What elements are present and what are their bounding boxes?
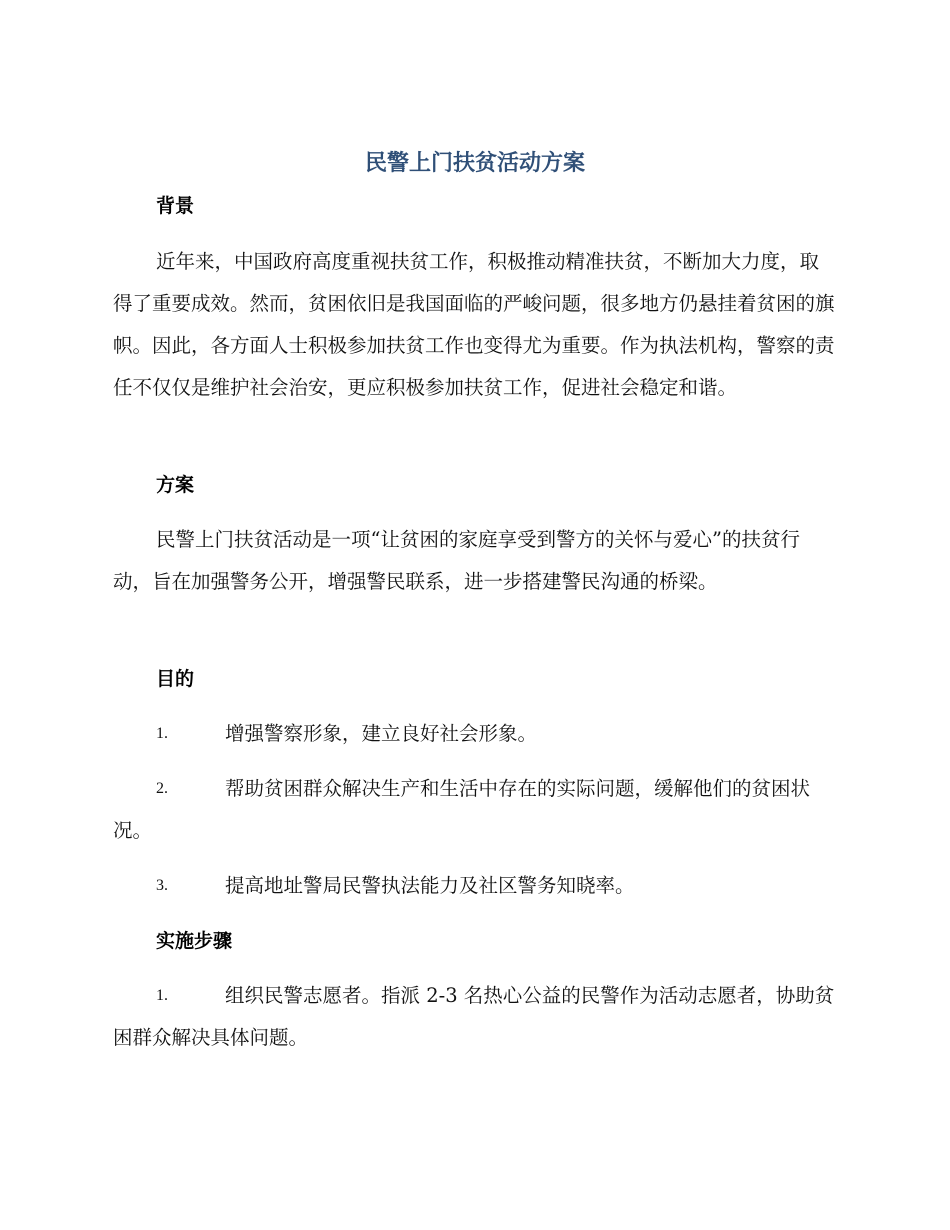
plan-paragraph: 民警上门扶贫活动是一项“让贫困的家庭享受到警方的关怀与爱心”的扶贫行动，旨在加强警务公开，增强警民联系，进一步搭建警民沟通的桥梁。 bbox=[113, 528, 800, 593]
list-text: 组织民警志愿者。指派 2-3 名热心公益的民警作为活动志愿者，协助贫困群众解决具体问题。 bbox=[113, 984, 835, 1049]
list-number: 1. bbox=[156, 725, 168, 742]
document-title: 民警上门扶贫活动方案 bbox=[364, 151, 585, 176]
list-text: 帮助贫困群众解决生产和生活中存在的实际问题，缓解他们的贫困状况。 bbox=[113, 777, 811, 842]
list-text: 增强警察形象，建立良好社会形象。 bbox=[225, 722, 538, 745]
purpose-list-item bbox=[113, 713, 837, 755]
list-number: 3. bbox=[156, 877, 168, 894]
purpose-list-item bbox=[113, 768, 837, 852]
purpose-list-item bbox=[113, 865, 837, 907]
steps-list-item bbox=[113, 975, 837, 1059]
section-heading-plan: 方案 bbox=[156, 474, 195, 496]
background-paragraph: 近年来，中国政府高度重视扶贫工作，积极推动精准扶贫，不断加大力度，取得了重要成效。然而，贫困依旧是我国面临的严峻问题，很多地方仍悬挂着贫困的旗帜。因此，各方面人士积极参加扶贫工作也变得尤为重要。作为执法机构，警察的责任不仅仅是维护社会治安，更应积极参加扶贫工作，促进社会稳定和谐。 bbox=[113, 250, 835, 399]
section-heading-background: 背景 bbox=[156, 195, 195, 217]
section-heading-purpose: 目的 bbox=[156, 668, 195, 690]
list-number: 2. bbox=[156, 780, 168, 797]
section-heading-steps: 实施步骤 bbox=[156, 930, 233, 952]
list-number: 1. bbox=[156, 987, 168, 1004]
list-text: 提高地址警局民警执法能力及社区警务知晓率。 bbox=[225, 874, 635, 897]
